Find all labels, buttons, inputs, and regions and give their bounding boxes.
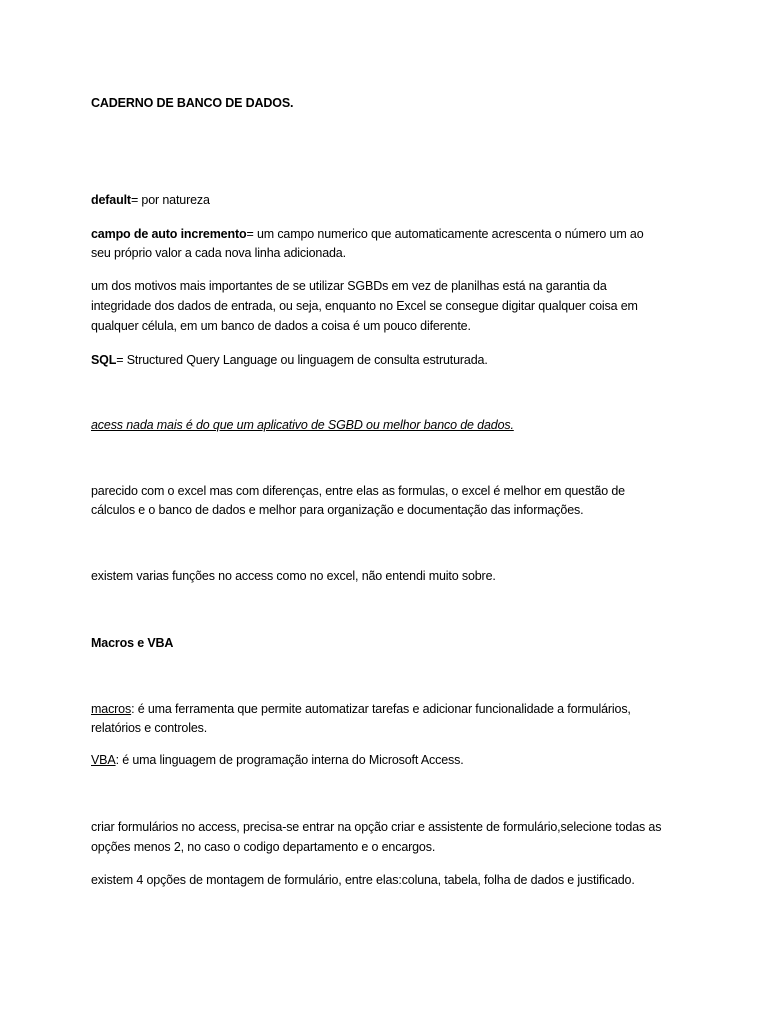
forms-paragraph-line-1: criar formulários no access, precisa-se entrar na opção criar e assistente de formulário,selecione todas as (91, 820, 662, 834)
default-def: = por natureza (130, 193, 210, 207)
motives-paragraph-line-1: um dos motivos mais importantes de se utilizar SGBDs em vez de planilhas está na garantia da (91, 279, 607, 293)
excel-compare-line-2: cálculos e o banco de dados e melhor para organização e documentação das informações. (91, 503, 584, 517)
functions-note: existem varias funções no access como no excel, não entendi muito sobre. (91, 569, 496, 583)
macros-definition-line-1 (91, 700, 631, 718)
motives-paragraph-line-2: integridade dos dados de entrada, ou seja, enquanto no Excel se consegue digitar qualquer coisa em (91, 299, 638, 313)
vba-definition (91, 751, 464, 769)
sql-term: SQL (91, 353, 117, 367)
vba-term: VBA (91, 753, 116, 767)
motives-paragraph-line-3: qualquer célula, em um banco de dados a coisa é um pouco diferente. (91, 319, 471, 333)
default-definition (91, 191, 210, 209)
auto-increment-term: campo de auto incremento (91, 227, 247, 241)
layout-options-note: existem 4 opções de montagem de formulário, entre elas:coluna, tabela, folha de dados e justificado. (91, 873, 635, 887)
auto-increment-definition-line-1 (91, 225, 644, 243)
forms-paragraph-line-2: opções menos 2, no caso o codigo departamento e o encargos. (91, 840, 436, 854)
excel-compare-line-1: parecido com o excel mas com diferenças, entre elas as formulas, o excel é melhor em questão de (91, 484, 625, 498)
access-note: acess nada mais é do que um aplicativo de SGBD ou melhor banco de dados. (91, 418, 514, 432)
document-title: CADERNO DE BANCO DE DADOS. (91, 96, 294, 110)
auto-increment-definition-line-2: seu próprio valor a cada nova linha adicionada. (91, 246, 346, 260)
macros-vba-heading: Macros e VBA (91, 636, 174, 650)
macros-def: : é uma ferramenta que permite automatizar tarefas e adicionar funcionalidade a formulários, (131, 702, 631, 716)
sql-definition (91, 351, 488, 369)
auto-increment-def: = um campo numerico que automaticamente acrescenta o número um ao (246, 227, 644, 241)
default-term: default (91, 193, 131, 207)
sql-def: = Structured Query Language ou linguagem de consulta estruturada. (116, 353, 488, 367)
vba-def: : é uma linguagem de programação interna do Microsoft Access. (115, 753, 464, 767)
macros-definition-line-2: relatórios e controles. (91, 721, 208, 735)
macros-term: macros (91, 702, 132, 716)
